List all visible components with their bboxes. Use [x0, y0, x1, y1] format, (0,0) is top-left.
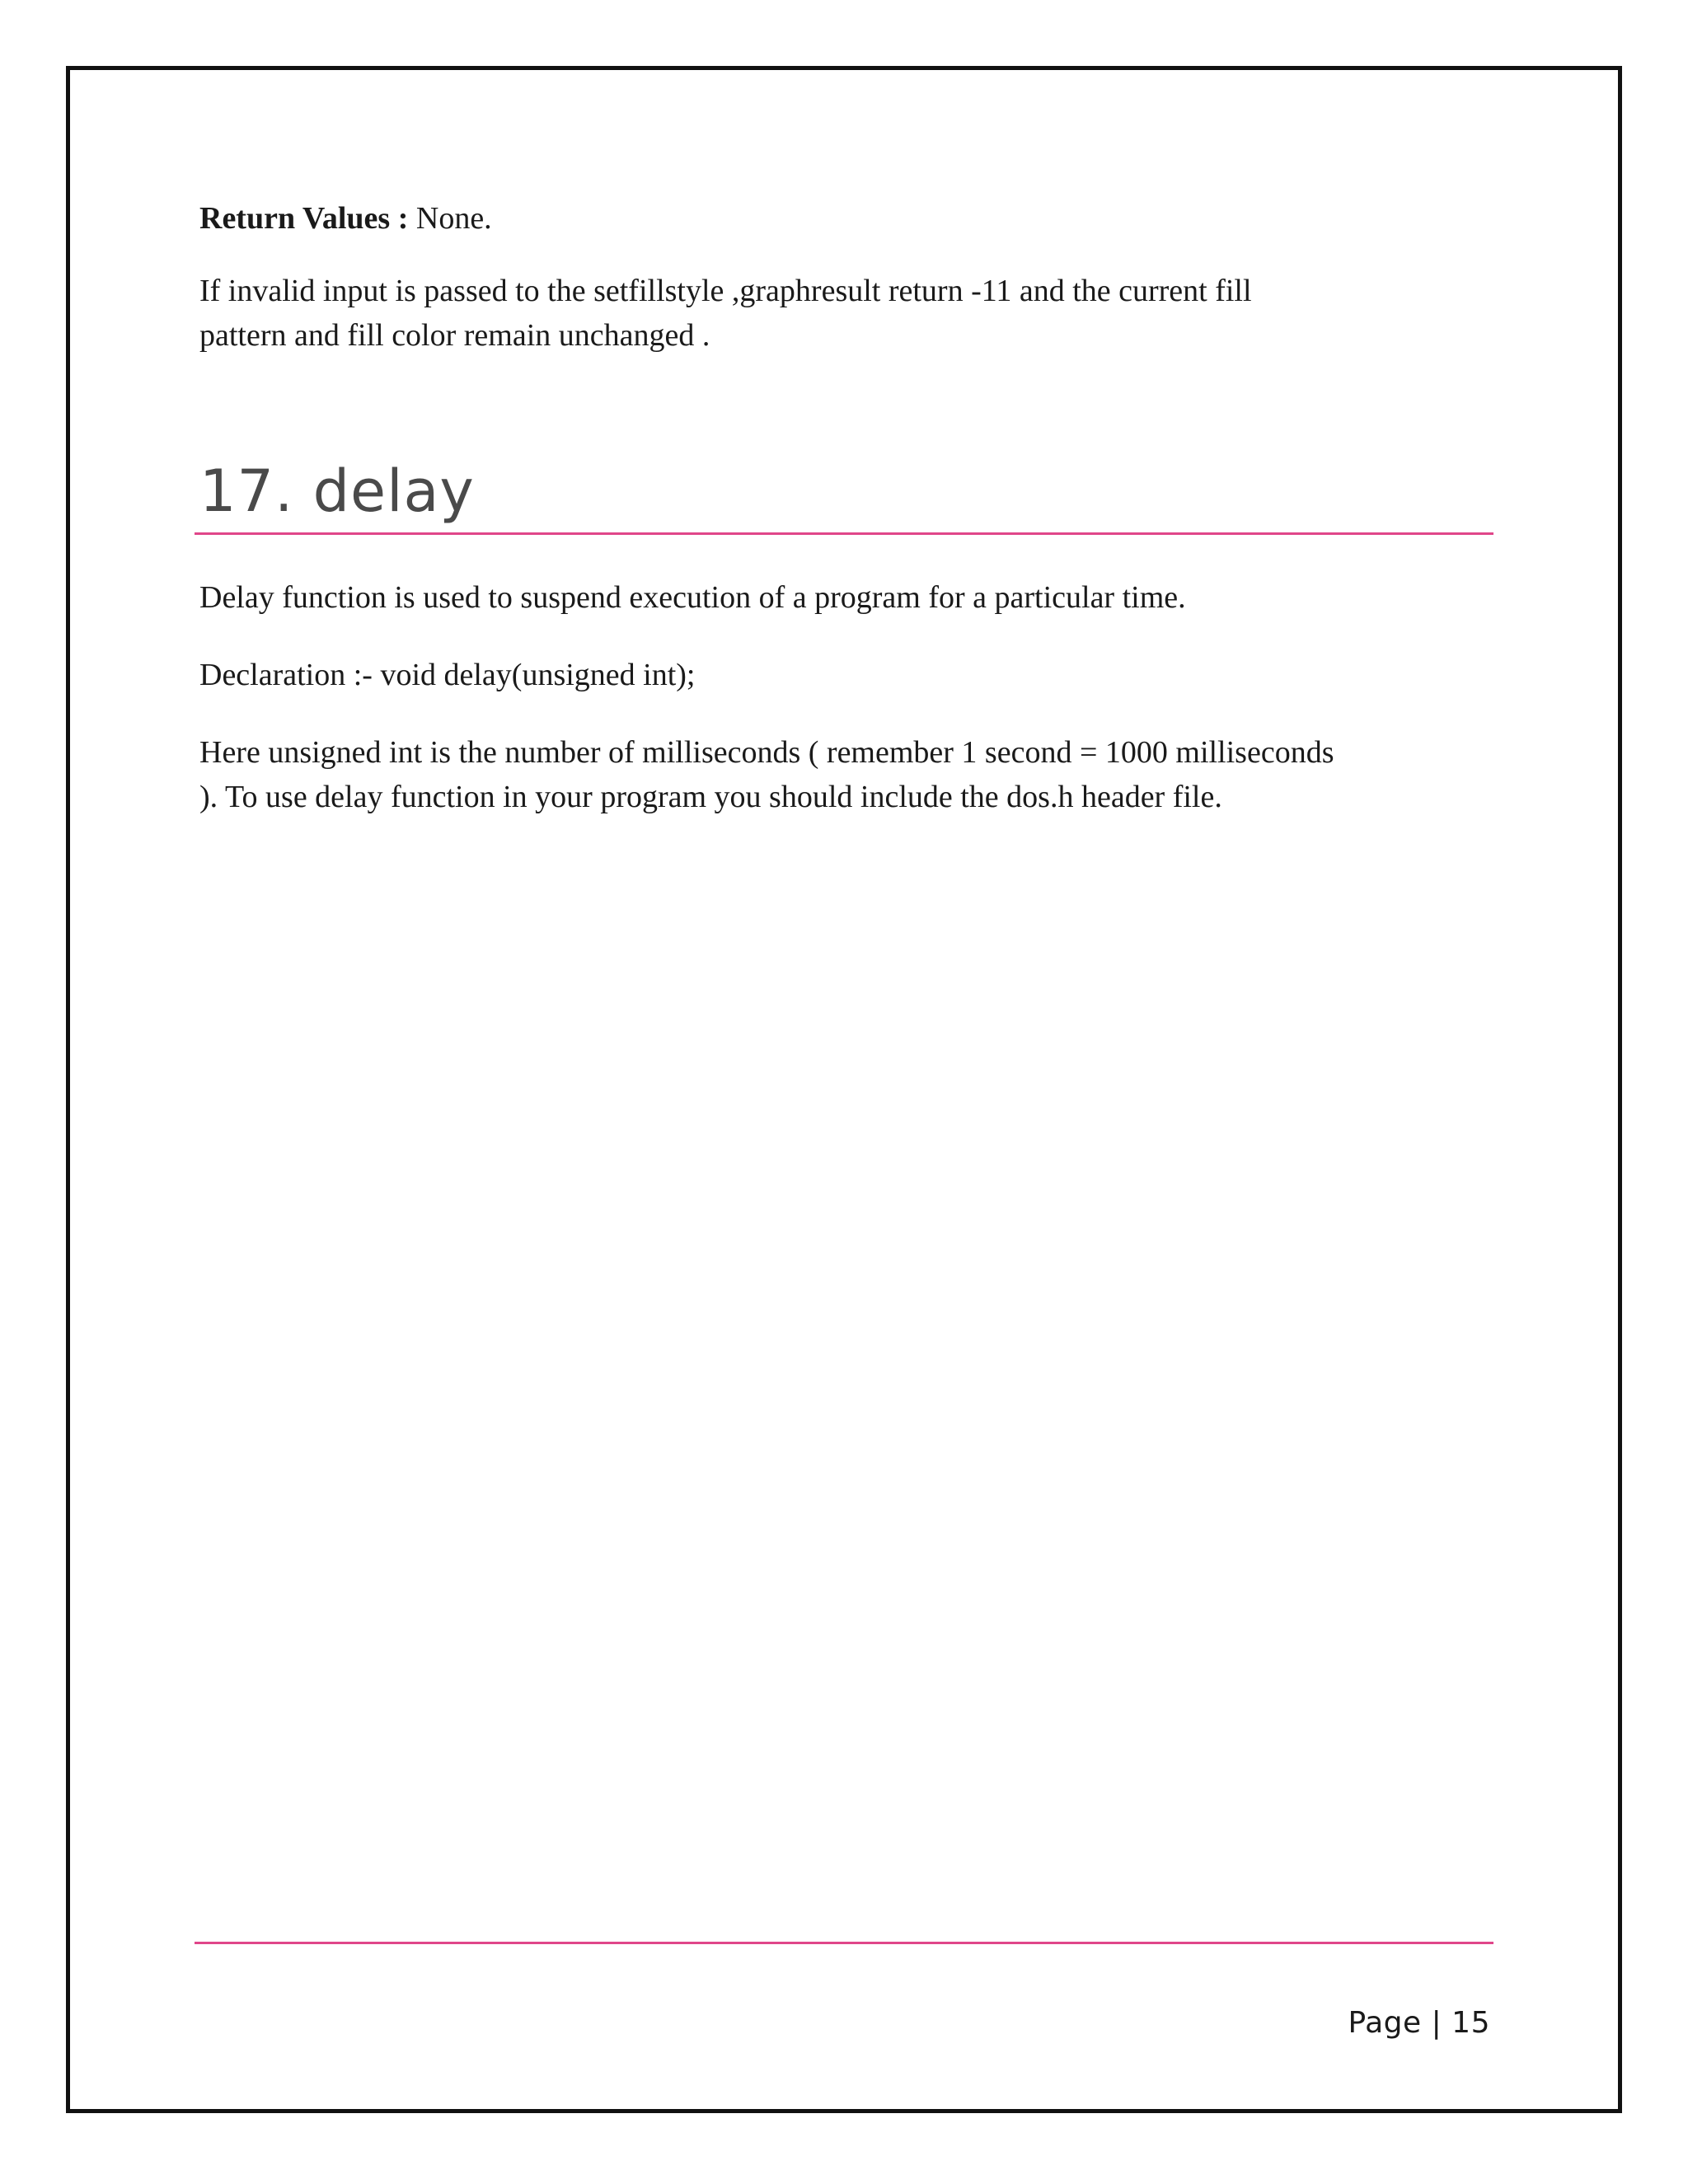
footer-divider [195, 1942, 1493, 1944]
return-values-label: Return Values : [199, 201, 409, 236]
delay-explanation-line-1: Here unsigned int is the number of milliseconds ( remember 1 second = 1000 milliseconds [199, 735, 1334, 770]
delay-description: Delay function is used to suspend execution of a program for a particular time. [199, 580, 1186, 615]
page-border [66, 66, 1622, 2113]
page-number: Page | 15 [1348, 2006, 1490, 2040]
delay-explanation-line-2: ). To use delay function in your program you should include the dos.h header file. [199, 780, 1222, 814]
return-values-value: None. [408, 201, 492, 236]
heading-underline [195, 532, 1493, 535]
delay-declaration: Declaration :- void delay(unsigned int); [199, 658, 696, 692]
return-values-line [199, 196, 1485, 241]
invalid-input-line-2: pattern and fill color remain unchanged . [199, 318, 710, 353]
invalid-input-line-1: If invalid input is passed to the setfillstyle ,graphresult return -11 and the current fill [199, 274, 1252, 308]
section-heading: 17. delay [199, 457, 475, 525]
